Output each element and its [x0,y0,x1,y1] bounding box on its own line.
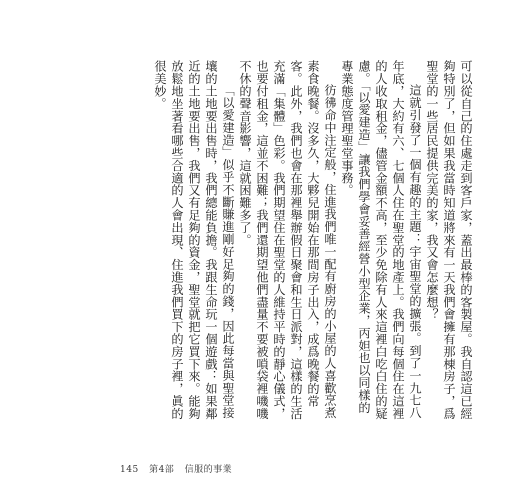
vertical-text-block [106,60,474,424]
paragraph-2: 這就引發了一個有趣的主題：宇宙聖堂的擴張。到了一九七八年底，大約有六、七個人住在聖堂的地產上。我們向每個住在這裡的人收取租金，儘管金額不高，至少免除有人來這裡白吃白住的疑慮。「以愛建造」讓我們學會妥善經營小型企業，丙妲也以同樣的專業態度管理聖堂事務。 [340,60,422,420]
part-label: 第4部 [149,465,175,475]
paragraph-3: 彷彿命中注定般，住進我們唯一配有廚房的小屋的人喜歡烹煮素食晚餐。沒多久，大夥兒開始在那間房子出入，成爲晚餐的常客。此外，我們也會在那裡舉辦假日聚會和生日派對，這樣的生活充滿「集體」色彩。我們期望住在聖堂的人維持平時的靜心儀式，也要付租金，這並不困難；我們還期望他們盡量不要被嗩袋裡嘰嘰不休的聲音影響，這就困難多了。 [238,60,337,420]
paragraph-1: 可以從自己的住處走到客戶家，蓋出最棒的客製屋。我自認這已經夠特別了，但如果我當時知道將來有一天我們會擁有那棟房子，爲聖堂的一些居民提供完美的家，我又會怎麼想？ [425,60,473,420]
section-title: 信服的事業 [184,465,233,475]
page-number: 145 [120,465,139,475]
page-footer [120,462,239,475]
paragraph-4: 「以愛建造」似乎不斷賺進剛好足夠的錢，因此每當與聖堂接壤的土地要出售時，我們總能負擔。我跟生命玩一個遊戲：如果鄰近的土地要出售，我們又有足夠的資金，聖堂就把它買下來。能夠放鬆地坐著看哪些合適的人會出現、住進我們買下的房子裡，眞的很美妙。 [153,60,235,420]
